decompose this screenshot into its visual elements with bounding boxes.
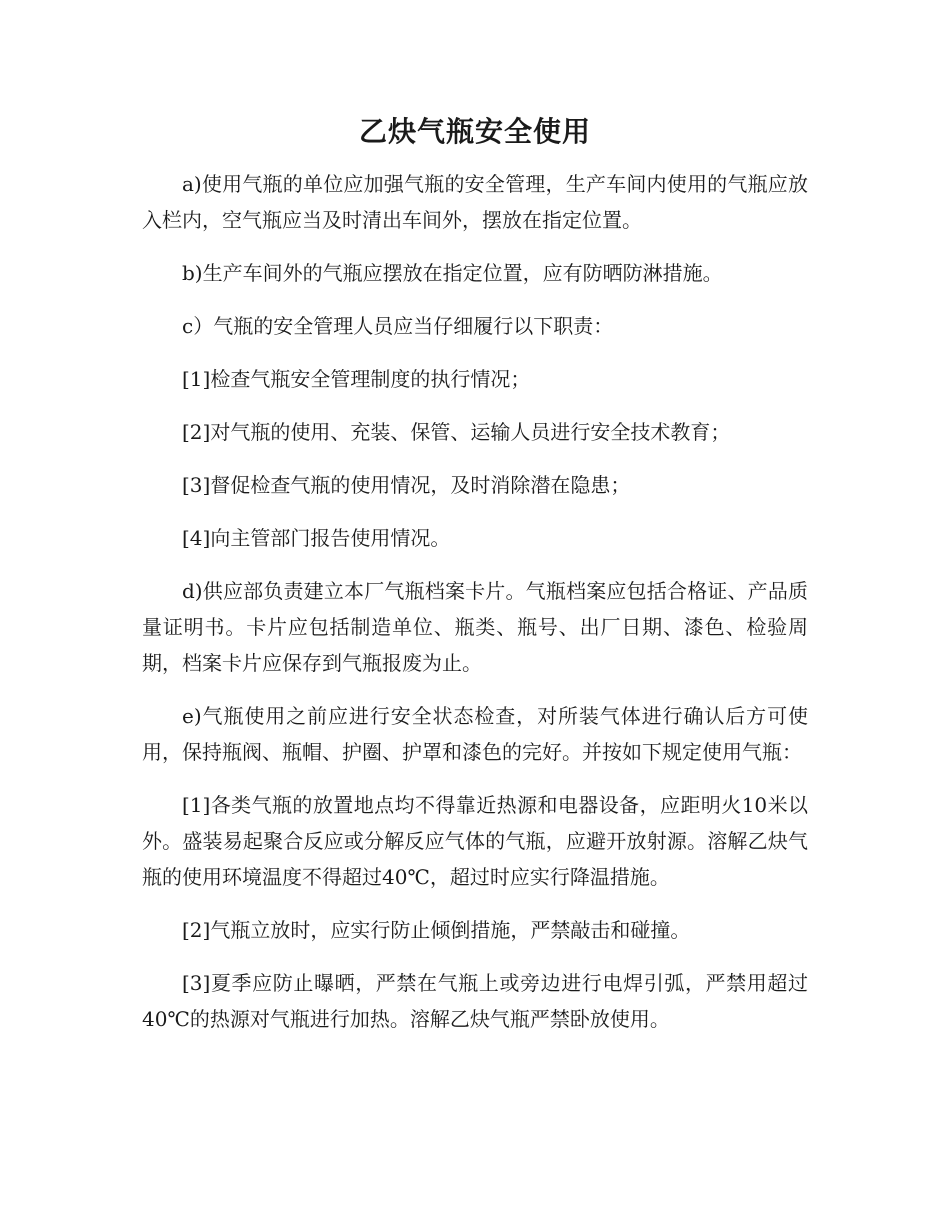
document-page (142, 108, 808, 1054)
paragraph-e: e)气瓶使用之前应进行安全状态检查，对所装气体进行确认后方可使用，保持瓶阀、瓶帽、护圈、护罩和漆色的完好。并按如下规定使用气瓶： (142, 704, 808, 764)
paragraph-c-item-4: [4]向主管部门报告使用情况。 (182, 526, 451, 550)
paragraph-c-item-2: [2]对气瓶的使用、充装、保管、运输人员进行安全技术教育； (182, 420, 731, 444)
document-title: 乙炔气瓶安全使用 (358, 115, 591, 148)
paragraph-c-item-1: [1]检查气瓶安全管理制度的执行情况； (182, 367, 531, 391)
paragraph-c-item-3: [3]督促检查气瓶的使用情况，及时消除潜在隐患； (182, 473, 631, 497)
paragraph-d: d)供应部负责建立本厂气瓶档案卡片。气瓶档案应包括合格证、产品质量证明书。卡片应包括制造单位、瓶类、瓶号、出厂日期、漆色、检验周期，档案卡片应保存到气瓶报废为止。 (142, 579, 808, 675)
paragraph-e-item-3: [3]夏季应防止曝晒，严禁在气瓶上或旁边进行电焊引弧，严禁用超过40℃的热源对气瓶进行加热。溶解乙炔气瓶严禁卧放使用。 (142, 971, 808, 1031)
paragraph-a: a)使用气瓶的单位应加强气瓶的安全管理，生产车间内使用的气瓶应放入栏内，空气瓶应当及时清出车间外，摆放在指定位置。 (142, 172, 808, 232)
paragraph-e-item-1: [1]各类气瓶的放置地点均不得靠近热源和电器设备，应距明火10米以外。盛装易起聚合反应或分解反应气体的气瓶，应避开放射源。溶解乙炔气瓶的使用环境温度不得超过40℃，超过时应实行降温措施。 (142, 793, 808, 889)
paragraph-c: c）气瓶的安全管理人员应当仔细履行以下职责： (182, 314, 614, 338)
paragraph-e-item-2: [2]气瓶立放时，应实行防止倾倒措施，严禁敲击和碰撞。 (182, 918, 691, 942)
paragraph-b: b)生产车间外的气瓶应摆放在指定位置，应有防晒防淋措施。 (182, 261, 723, 285)
